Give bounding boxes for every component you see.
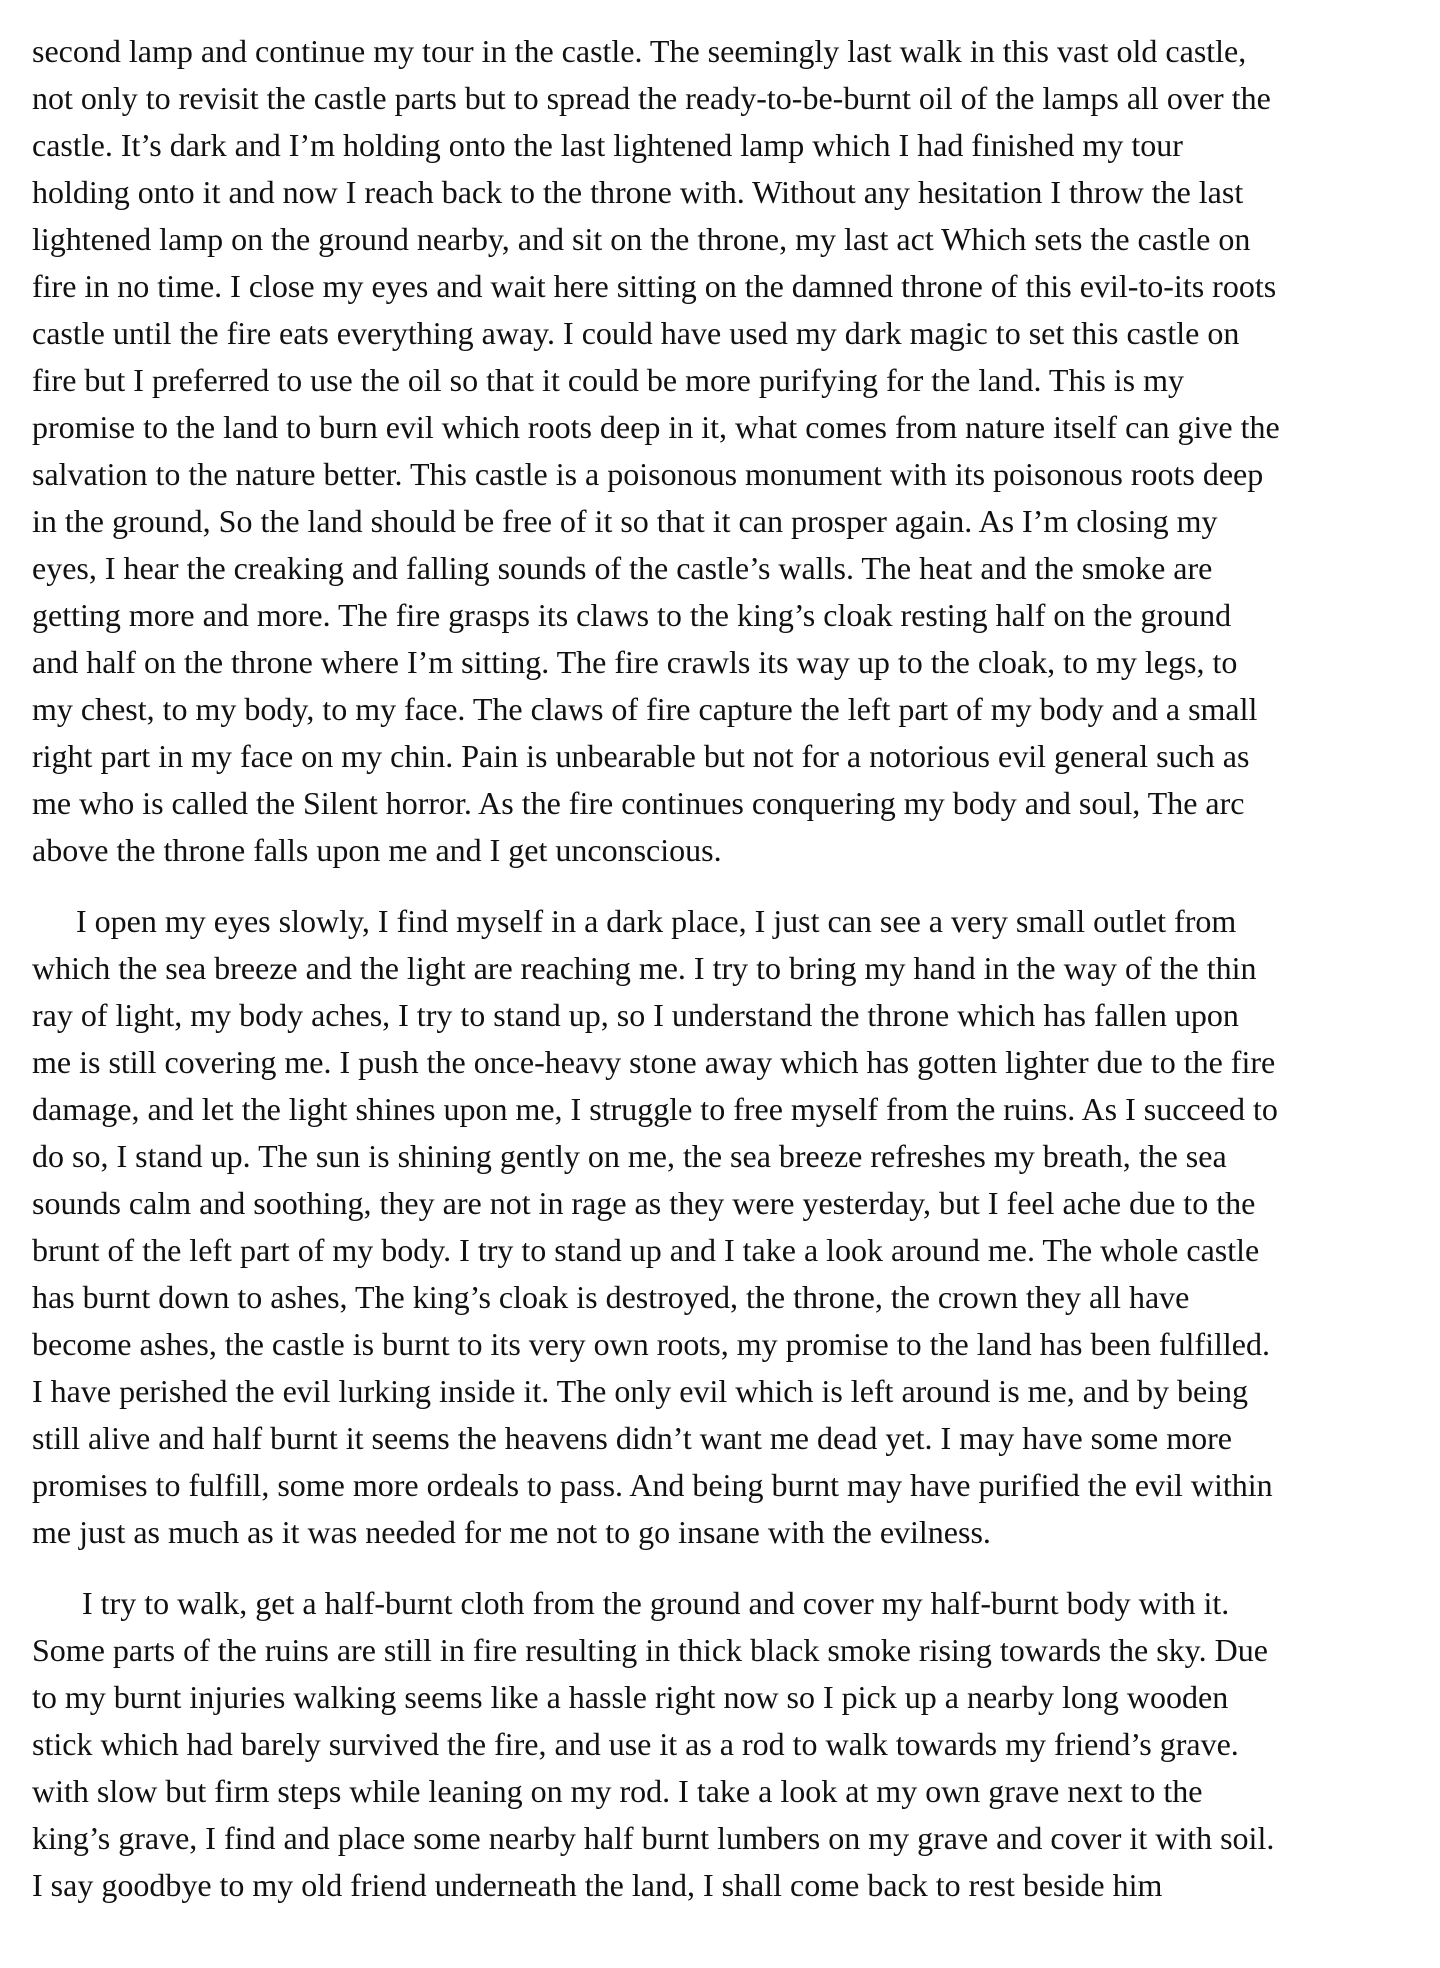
paragraph-1: second lamp and continue my tour in the castle. The seemingly last walk in this vast old castle, not only to revisit the castle parts but to spread the ready-to-be-burnt oil of the lamps all over the castle. It’s dark and I’m holding onto the last lightened lamp which I had finished my tour holding onto it and now I reach back to the throne with. Without any hesitation I throw the last lightened lamp on the ground nearby, and sit on the throne, my last act Which sets the castle on fire in no time. I close my eyes and wait here sitting on the damned throne of this evil-to-its roots castle until the fire eats everything away. I could have used my dark magic to set this castle on fire but I preferred to use the oil so that it could be more purifying for the land. This is my promise to the land to burn evil which roots deep in it, what comes from nature itself can give the salvation to the nature better. This castle is a poisonous monument with its poisonous roots deep in the ground, So the land should be free of it so that it can prosper again. As I’m closing my eyes, I hear the creaking and falling sounds of the castle’s walls. The heat and the smoke are getting more and more. The fire grasps its claws to the king’s cloak resting half on the ground and half on the throne where I’m sitting. The fire crawls its way up to the cloak, to my legs, to my chest, to my body, to my face. The claws of fire capture the left part of my body and a small right part in my face on my chin. Pain is unbearable but not for a notorious evil general such as me who is called the Silent horror. As the fire continues conquering my body and soul, The arc above the throne falls upon me and I get unconscious. — [32, 33, 1280, 868]
paragraph-2: I open my eyes slowly, I find myself in a dark place, I just can see a very small outlet from which the sea breeze and the light are reaching me. I try to bring my hand in the way of the thin ray of light, my body aches, I try to stand up, so I understand the throne which has fallen upon me is still covering me. I push the once-heavy stone away which has gotten lighter due to the fire damage, and let the light shines upon me, I struggle to free myself from the ruins. As I succeed to do so, I stand up. The sun is shining gently on me, the sea breeze refreshes my breath, the sea sounds calm and soothing, they are not in rage as they were yesterday, but I feel ache due to the brunt of the left part of my body. I try to stand up and I take a look around me. The whole castle has burnt down to ashes, The king’s cloak is destroyed, the throne, the crown they all have become ashes, the castle is burnt to its very own roots, my promise to the land has been fulfilled. I have perished the evil lurking inside it. The only evil which is left around is me, and by being still alive and half burnt it seems the heavens didn’t want me dead yet. I may have some more promises to fulfill, some more ordeals to pass. And being burnt may have purified the evil within me just as much as it was needed for me not to go insane with the evilness. — [32, 903, 1278, 1550]
document-page — [32, 28, 1417, 1909]
paragraph-3: I try to walk, get a half-burnt cloth from the ground and cover my half-burnt body with it. Some parts of the ruins are still in fire resulting in thick black smoke rising towards the sky. Due to my burnt injuries walking seems like a hassle right now so I pick up a nearby long wooden stick which had barely survived the fire, and use it as a rod to walk towards my friend’s grave. with slow but firm steps while leaning on my rod. I take a look at my own grave next to the king’s grave, I find and place some nearby half burnt lumbers on my grave and cover it with soil. I say goodbye to my old friend underneath the land, I shall come back to rest beside him — [32, 1585, 1275, 1903]
